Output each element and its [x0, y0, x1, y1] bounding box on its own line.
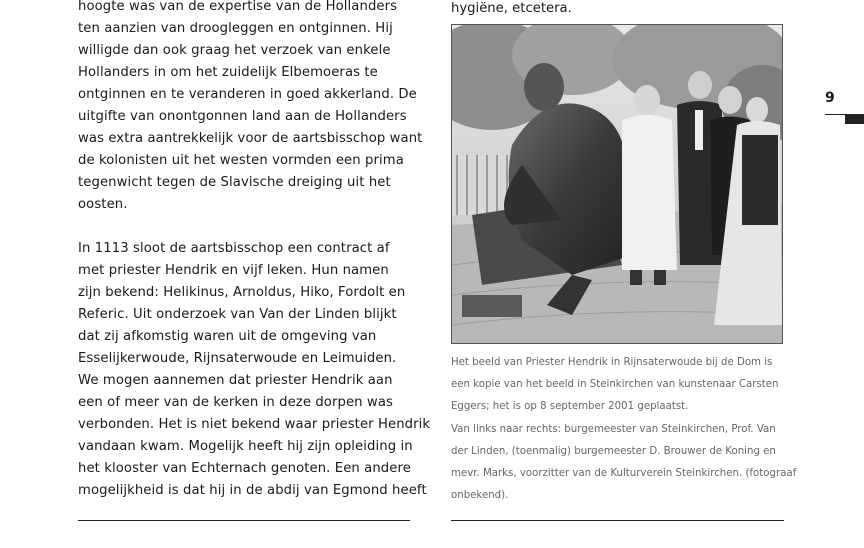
statue-photo [451, 24, 783, 344]
caption-line: mevr. Marks, voorzitter van de Kulturverein Steinkirchen. (fotograaf [451, 468, 797, 480]
paragraph-1 [78, 0, 423, 216]
text-line: vandaan kwam. Mogelijk heeft hij zijn opleiding in [78, 439, 413, 454]
photo-caption [451, 352, 797, 507]
caption-line: Van links naar rechts: burgemeester van Steinkirchen, Prof. Van [451, 423, 776, 435]
text-line: ontginnen en te veranderen in goed akkerland. De [78, 87, 417, 102]
text-line: de kolonisten uit het westen vormden een prima [78, 153, 404, 168]
text-line: dat zij afkomstig waren uit de omgeving van [78, 329, 377, 344]
text-line: verbonden. Het is niet bekend waar priester Hendrik [78, 417, 431, 432]
text-line: Esselijkerwoude, Rijnsaterwoude en Leimuiden. [78, 351, 397, 366]
text-line: was extra aantrekkelijk voor de aartsbisschop want [78, 131, 423, 146]
caption-line: onbekend). [451, 490, 509, 502]
statue-photo-illustration [452, 25, 782, 343]
continued-text-line: hygiëne, etcetera. [451, 1, 572, 16]
text-line: zijn bekend: Helikinus, Arnoldus, Hiko, Fordolt en [78, 285, 406, 300]
left-column-rule [78, 520, 410, 521]
right-column-rule [451, 520, 784, 521]
page-number-rule [825, 114, 845, 115]
paragraph-2 [78, 238, 431, 502]
text-line: ten aanzien van droogleggen en ontginnen. Hij [78, 21, 393, 36]
text-line: het klooster van Echternach genoten. Een andere [78, 461, 411, 476]
text-line: oosten. [78, 197, 128, 212]
text-line: hoogte was van de expertise van de Hollanders [78, 0, 398, 14]
text-line: uitgifte van onontgonnen land aan de Hollanders [78, 109, 407, 124]
caption-line: der Linden, (toenmalig) burgemeester D. Brouwer de Koning en [451, 445, 776, 457]
caption-line: een kopie van het beeld in Steinkirchen van kunstenaar Carsten [451, 379, 779, 391]
caption-line: Eggers; het is op 8 september 2001 geplaatst. [451, 401, 689, 413]
caption-line: Het beeld van Priester Hendrik in Rijnsaterwoude bij de Dom is [451, 357, 773, 368]
page-number: 9 [825, 90, 835, 106]
text-line: een of meer van de kerken in deze dorpen was [78, 395, 393, 410]
text-line: Hollanders in om het zuidelijk Elbemoeras te [78, 65, 378, 80]
text-line: mogelijkheid is dat hij in de abdij van Egmond heeft [78, 483, 427, 498]
text-line: tegenwicht tegen de Slavische dreiging uit het [78, 175, 391, 190]
text-line: We mogen aannemen dat priester Hendrik aan [78, 373, 393, 388]
page-tab-marker [845, 114, 864, 124]
left-column [78, 0, 431, 502]
text-line: willigde dan ook graag het verzoek van enkele [78, 43, 391, 58]
paragraph-gap [78, 216, 418, 238]
text-line: met priester Hendrik en vijf leken. Hun namen [78, 263, 389, 278]
text-line: Referic. Uit onderzoek van Van der Linden blijkt [78, 307, 397, 322]
text-line: In 1113 sloot de aartsbisschop een contract af [78, 241, 390, 256]
